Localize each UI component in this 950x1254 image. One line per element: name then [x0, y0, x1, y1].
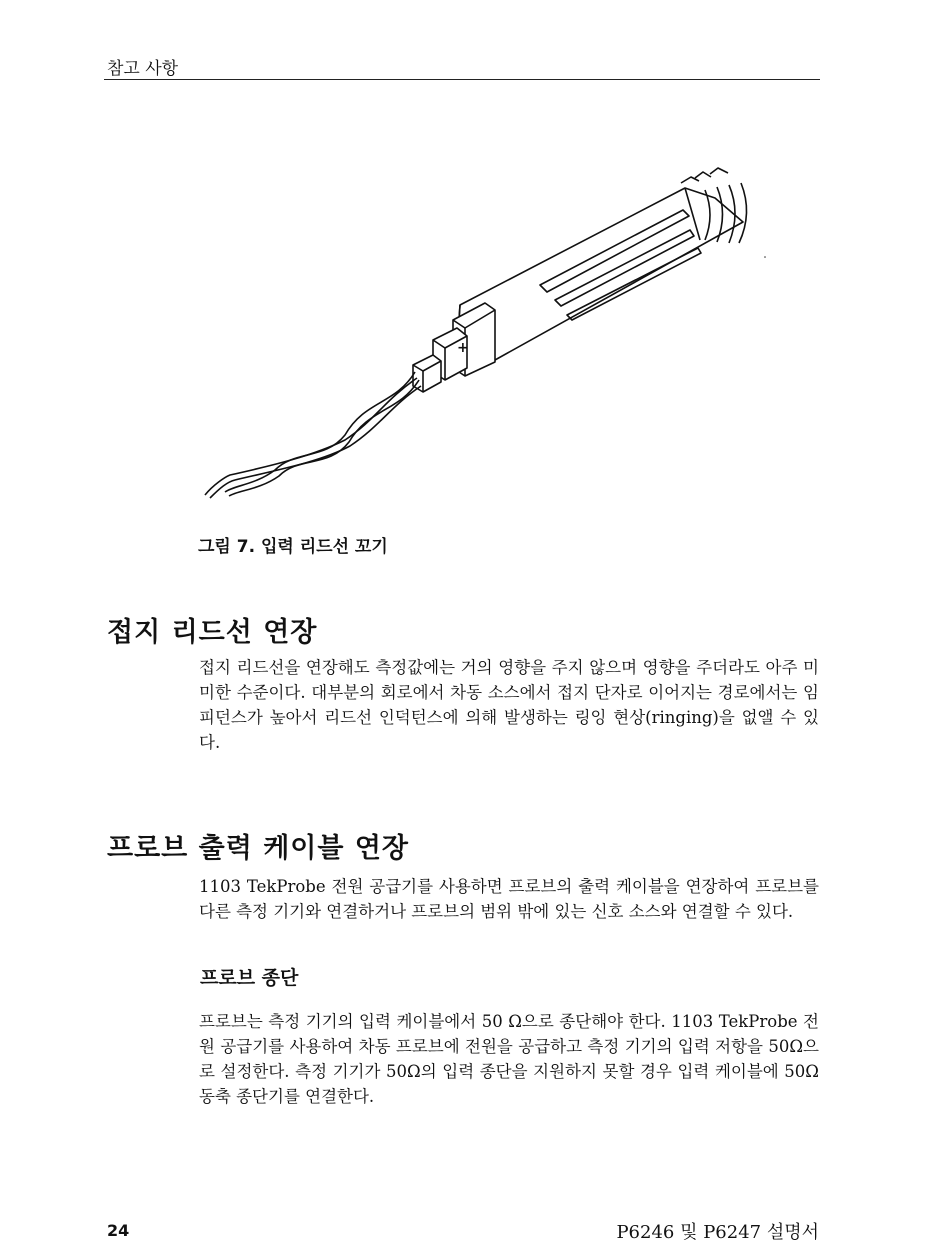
- section-paragraph-ground-lead: 접지 리드선을 연장해도 측정값에는 거의 영향을 주지 않으며 영향을 주더라도 아주 미미한 수준이다. 대부분의 회로에서 차동 소스에서 접지 단자로 이어지는 경로에서는 임피던스가 높아서 리드선 인덕턴스에 의해 발생하는 링잉 현상(ringing)을 없앨 수 있다.: [199, 658, 819, 752]
- subheading-probe-termination: 프로브 종단: [200, 967, 299, 989]
- header-rule: [104, 79, 820, 80]
- running-header: 참고 사항: [107, 59, 179, 79]
- footer-doc-title: P6246 및 P6247 설명서: [616, 1222, 819, 1243]
- section-heading-output-cable: 프로브 출력 케이블 연장: [107, 833, 410, 864]
- section-heading-ground-lead: 접지 리드선 연장: [107, 617, 318, 648]
- probe-illustration: [195, 150, 785, 510]
- section-paragraph-output-cable: 1103 TekProbe 전원 공급기를 사용하면 프로브의 출력 케이블을 연장하여 프로브를 다른 측정 기기와 연결하거나 프로브의 범위 밖에 있는 신호 소스와 연결할 수 있다.: [199, 877, 819, 921]
- page-number: 24: [107, 1221, 130, 1240]
- paragraph-probe-termination: 프로브는 측정 기기의 입력 케이블에서 50 Ω으로 종단해야 한다. 1103 TekProbe 전원 공급기를 사용하여 차동 프로브에 전원을 공급하고 측정 기기의 입력 저항을 50Ω으로 설정한다. 측정 기기가 50Ω의 입력 종단을 지원하지 못할 경우 입력 케이블에 50Ω 동축 종단기를 연결한다.: [199, 1012, 819, 1106]
- probe-plus-mark: +: [457, 340, 469, 356]
- figure-caption: 그림 7. 입력 리드선 꼬기: [198, 537, 388, 557]
